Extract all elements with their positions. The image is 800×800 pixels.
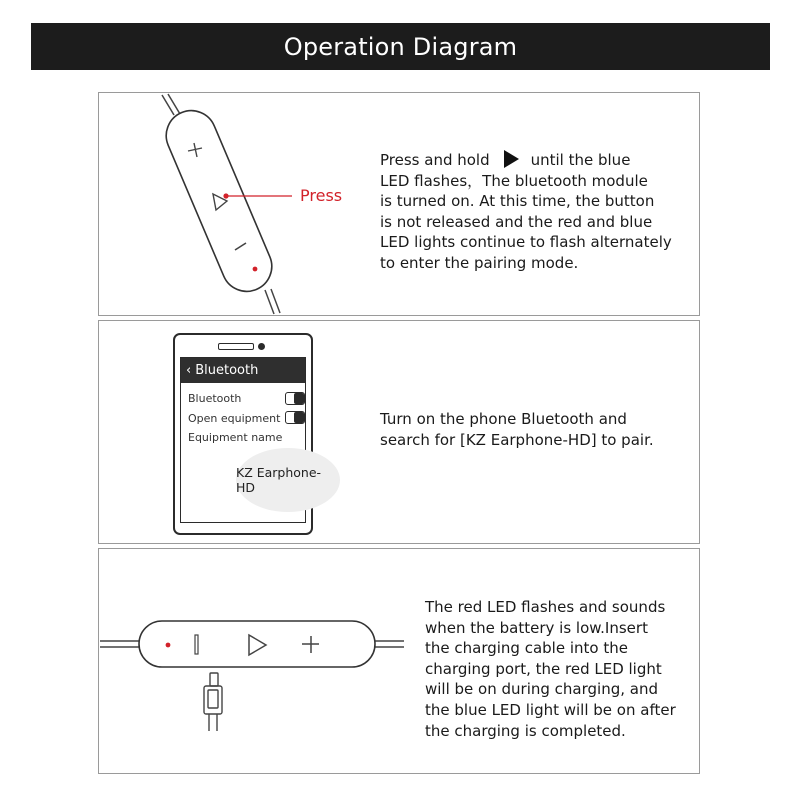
back-chevron-icon: ‹ xyxy=(186,363,192,378)
bluetooth-toggle xyxy=(285,392,305,405)
toggle-knob xyxy=(294,393,304,404)
screen-title-bar xyxy=(181,358,305,383)
device-name-bubble xyxy=(236,448,340,512)
phone-speaker xyxy=(218,343,254,350)
phone-camera xyxy=(258,343,265,350)
setting-label-bluetooth: Bluetooth xyxy=(188,392,242,405)
step1-panel xyxy=(98,92,700,316)
step3-panel xyxy=(98,548,700,774)
step3-instructions: The red LED flashes and sounds when the battery is low.Insert the charging cable into the charging port, the red LED light will be on during charging, and the blue LED light will be on after the charging is completed. xyxy=(425,598,676,740)
screen-title: Bluetooth xyxy=(195,363,259,378)
remote-body xyxy=(158,103,279,299)
cable-top-line1 xyxy=(162,95,174,115)
header-bar xyxy=(31,23,770,70)
cable-left xyxy=(100,641,143,647)
led-dot xyxy=(253,267,258,272)
charging-plug xyxy=(204,673,222,731)
device-name: KZ Earphone-HD xyxy=(236,465,322,495)
step1-text-rest: LED flashes，The bluetooth module is turned on. At this time, the button is not released and the red and blue LED lights continue to flash alternately to enter the pairing mode. xyxy=(380,171,672,272)
step1-text-suffix: until the blue xyxy=(530,151,631,169)
cable-top-line2 xyxy=(168,94,180,114)
led-dot xyxy=(166,643,171,648)
step1-text-prefix: Press and hold xyxy=(380,151,490,169)
remote-body xyxy=(139,621,375,667)
press-callout-label: Press xyxy=(300,186,343,205)
step2-instructions: Turn on the phone Bluetooth and search for [KZ Earphone-HD] to pair. xyxy=(380,410,654,449)
setting-label-open-equipment: Open equipment xyxy=(188,412,281,425)
step1-instructions xyxy=(380,150,692,274)
page-title: Operation Diagram xyxy=(283,32,518,61)
step2-panel xyxy=(98,320,700,544)
setting-label-equipment-name: Equipment name xyxy=(188,431,283,444)
play-icon xyxy=(504,150,519,168)
open-equipment-toggle xyxy=(285,411,305,424)
toggle-knob xyxy=(294,412,304,423)
press-pointer-dot xyxy=(223,193,228,198)
